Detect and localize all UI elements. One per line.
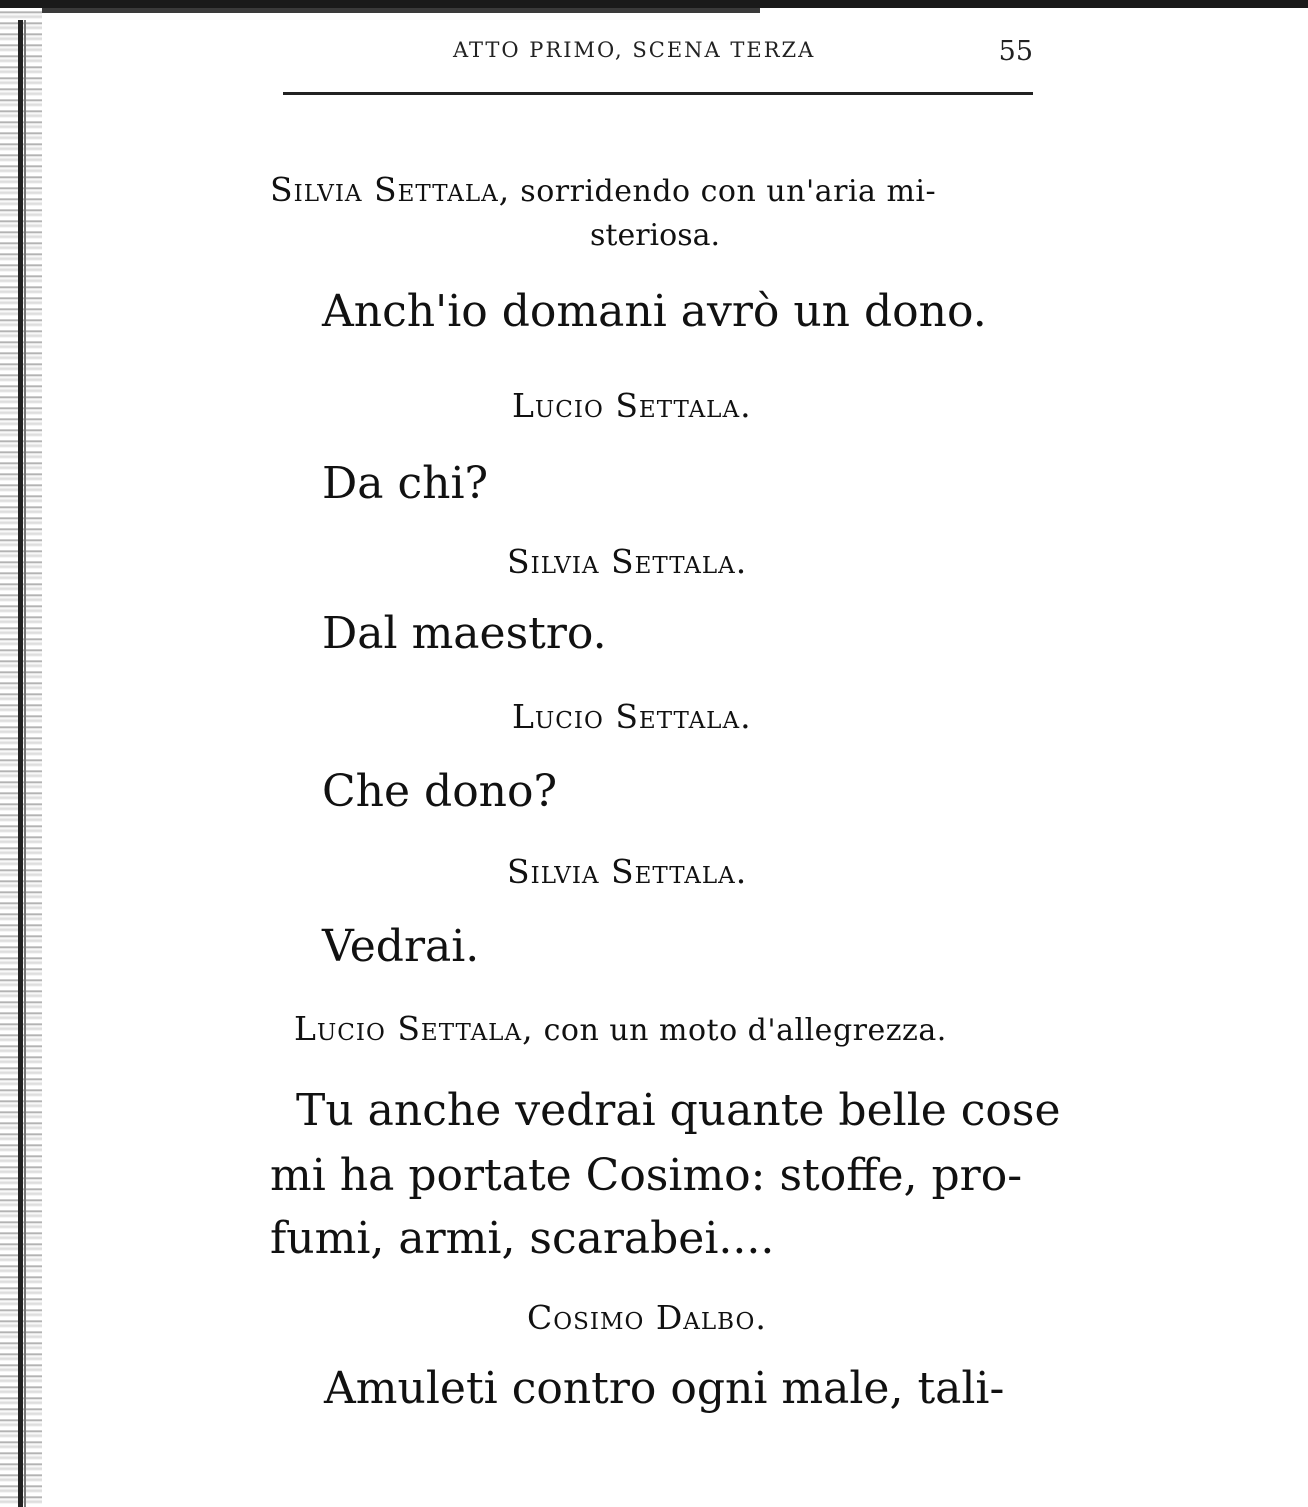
dialogue-line: mi ha portate Cosimo: stoffe, pro-	[270, 1150, 1023, 1201]
speaker-name: Cosimo Dalbo.	[527, 1298, 767, 1337]
speaker-name: Silvia Settala.	[507, 852, 748, 891]
dialogue-line: Tu anche vedrai quante belle cose	[296, 1085, 1061, 1136]
speaker-name: Silvia Settala.	[507, 542, 748, 581]
dialogue-line: Anch'io domani avrò un dono.	[322, 286, 987, 337]
dialogue-line: fumi, armi, scarabei....	[270, 1213, 775, 1264]
spine-light-line	[24, 20, 26, 1507]
dialogue-line: Che dono?	[322, 766, 558, 817]
speaker-name: Silvia Settala,	[270, 170, 511, 209]
dialogue-line: Dal maestro.	[322, 608, 607, 659]
page-number: 55	[998, 36, 1033, 67]
speaker-name: Lucio Settala.	[512, 697, 752, 736]
speaker-name: Lucio Settala.	[512, 386, 752, 425]
page-top-shadow	[0, 8, 760, 13]
running-title: ATTO PRIMO, SCENA TERZA	[453, 38, 816, 62]
stage-direction: con un moto d'allegrezza.	[533, 1013, 947, 1048]
dialogue-line: Vedrai.	[322, 921, 480, 972]
running-header	[283, 36, 1033, 76]
spine-dark-line	[18, 20, 23, 1507]
speaker-cue	[270, 170, 936, 209]
header-rule	[283, 92, 1033, 95]
dialogue-line: Amuleti contro ogni male, tali-	[324, 1363, 1005, 1414]
dialogue-line: Da chi?	[322, 458, 489, 509]
stage-direction-continued: steriosa.	[590, 218, 721, 253]
page-top-edge	[0, 0, 1308, 8]
speaker-name: Lucio Settala,	[294, 1009, 534, 1048]
speaker-cue	[294, 1009, 947, 1048]
stage-direction: sorridendo con un'aria mi-	[510, 174, 937, 209]
